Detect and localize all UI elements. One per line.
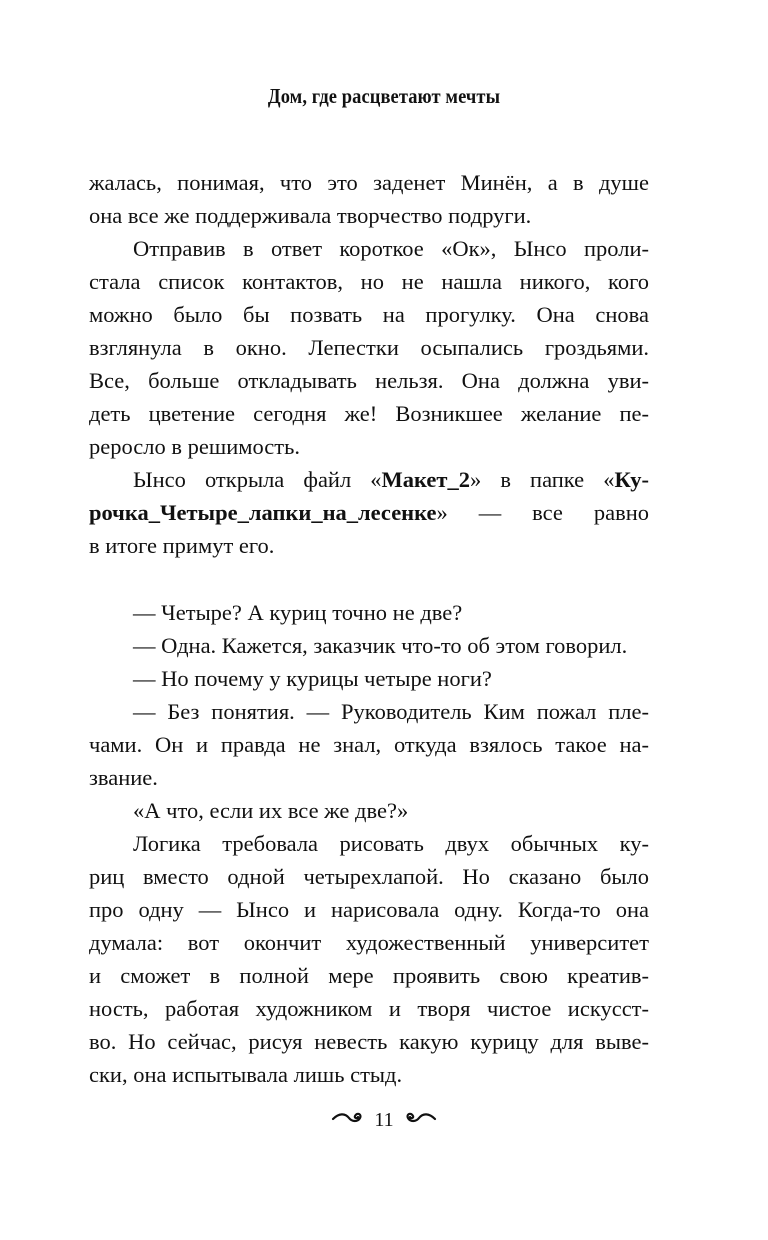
left-flourish-icon (331, 1109, 365, 1132)
dialogue-line: — Но почему у курицы четыре ноги? (133, 666, 492, 691)
text-line: Отправив в ответ короткое «Ок», Ынсо проли- (133, 236, 649, 261)
text-line: во. Но сейчас, рисуя невесть какую курицу для выве- (89, 1029, 649, 1054)
text-line: и сможет в полной мере проявить свою креатив- (89, 963, 649, 988)
text-line-with-folder (89, 496, 649, 529)
text-line: ность, работая художником и творя чистое искусст- (89, 996, 649, 1021)
text-fragment: » в папке « (469, 467, 615, 492)
text-line: думала: вот окончит художественный университет (89, 930, 649, 955)
text-fragment: Ынсо открыла файл « (133, 467, 382, 492)
text-line: риц вместо одной четырехлапой. Но сказано было (89, 864, 649, 889)
text-line: деть цветение сегодня же! Возникшее желание пе- (89, 401, 649, 426)
file-name: Макет_2 (381, 467, 470, 492)
text-line-with-filenames (89, 463, 649, 496)
text-line: Все, больше откладывать нельзя. Она должна уви- (89, 368, 649, 393)
text-line: звание. (89, 765, 158, 790)
folder-name-start: Ку- (614, 467, 649, 492)
text-line: можно было бы позвать на прогулку. Она снова (89, 302, 649, 327)
page-number: 11 (374, 1108, 394, 1131)
text-line: Логика требовала рисовать двух обычных ку- (133, 831, 649, 856)
text-line: в итоге примут его. (89, 533, 275, 558)
running-head: Дом, где расцветают мечты (267, 84, 501, 108)
text-line: про одну — Ынсо и нарисовала одну. Когда-то она (89, 897, 649, 922)
folder-name-end: рочка_Четыре_лапки_на_лесенке (89, 500, 437, 525)
text-line: ски, она испытывала лишь стыд. (89, 1062, 403, 1087)
dialogue-line: — Одна. Кажется, заказчик что-то об этом говорил. (133, 633, 628, 658)
text-line: реросло в решимость. (89, 434, 300, 459)
page-folio (0, 1108, 768, 1132)
text-line: стала список контактов, но не нашла никого, кого (89, 269, 649, 294)
text-line: взглянула в окно. Лепестки осыпались гроздьями. (89, 335, 649, 360)
quote-line: «А что, если их все же две?» (133, 798, 409, 823)
dialogue-line: — Четыре? А куриц точно не две? (133, 600, 463, 625)
right-flourish-icon (403, 1109, 437, 1132)
dialogue-line: — Без понятия. — Руководитель Ким пожал пле- (133, 699, 649, 724)
text-line: она все же поддерживала творчество подруги. (89, 203, 532, 228)
text-fragment: » — все равно (436, 500, 649, 525)
text-line: жалась, понимая, что это заденет Минён, а в душе (89, 170, 649, 195)
text-line: чами. Он и правда не знал, откуда взялось такое на- (89, 732, 649, 757)
